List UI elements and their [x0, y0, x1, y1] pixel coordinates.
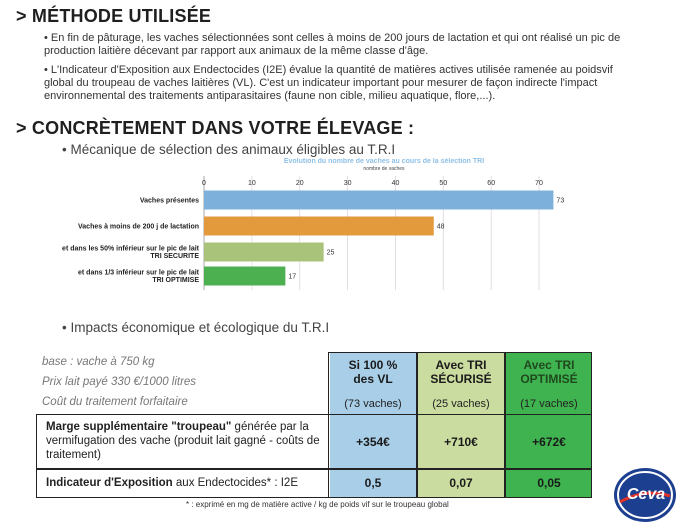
chart-title: Evolution du nombre de vaches au cours de la sélection TRI: [283, 158, 485, 165]
row-marge-label: [46, 420, 322, 462]
row-marge-value-securise: +710€: [444, 435, 478, 449]
bullet-i2e: • L'Indicateur d'Exposition aux Endectocides (I2E) évalue la quantité de matières actives utilisée ramenée au poidsvif global du troupeau de vaches laitières (VL). C'est un indicateur important pour mesurer de façon indirecte l'impact environnemental des traitements antiparasitaires (faune non cible, milieu aquatique, flore,...).: [44, 64, 613, 102]
chart-data-label: 48: [436, 223, 445, 231]
chart-bar: [204, 191, 553, 210]
chart-bar: [204, 267, 285, 286]
col-sub-optimise: (17 vaches): [520, 398, 578, 410]
row-marge-label-rest: générée par la vermifugation des vache (produit lait gagné - coûts de traitement): [46, 421, 320, 461]
subtitle-impacts: • Impacts économique et écologique du T.R.I: [62, 320, 330, 335]
chart-tick-label: 0: [202, 180, 206, 187]
section-title-methode: > MÉTHODE UTILISÉE: [16, 6, 212, 26]
row-i2e-label-bold: Indicateur d'Exposition: [46, 477, 173, 489]
row-marge-label-bold: Marge supplémentaire "troupeau": [46, 421, 232, 433]
chart-category-label: et dans les 50% inférieur sur le pic de lait: [62, 245, 199, 253]
section-title-concretement: > CONCRÈTEMENT DANS VOTRE ÉLEVAGE :: [16, 118, 415, 138]
ceva-logo: [612, 466, 678, 524]
col-sub-securise: (25 vaches): [432, 398, 490, 410]
chart-category-label: Vaches à moins de 200 j de lactation: [78, 223, 199, 231]
col-head-100-line2: des VL: [353, 372, 393, 386]
chart-bar: [204, 243, 324, 262]
row-marge-value-100: +354€: [356, 435, 390, 449]
chart-tick-label: 50: [439, 180, 448, 187]
chart-tick-label: 40: [391, 180, 400, 187]
row-i2e-label-rest: aux Endectocides* : I2E: [172, 477, 299, 489]
row-i2e-value-optimise: 0,05: [537, 476, 561, 490]
chart-tick-label: 20: [295, 180, 304, 187]
bullet-paturage: • En fin de pâturage, les vaches sélectionnées sont celles à moins de 200 jours de lactation et qui ont réalisé un pic de production laitière décevant par rapport aux animaux de la même classe d'âge.: [44, 32, 621, 57]
chart-category-label: TRI SECURITE: [150, 253, 199, 260]
col-head-optimise-line1: Avec TRI: [523, 358, 575, 372]
base-line-weight: base : vache à 750 kg: [42, 356, 155, 368]
chart-category-label: TRI OPTIMISE: [152, 277, 199, 284]
row-i2e-value-100: 0,5: [364, 476, 382, 490]
col-head-100-line1: Si 100 %: [348, 358, 398, 372]
impacts-table: [36, 352, 592, 498]
chart-data-label: 25: [326, 249, 335, 257]
row-i2e-label: [46, 476, 326, 490]
base-line-cost: Coût du traitement forfaitaire: [42, 396, 188, 408]
chart-category-label: Vaches présentes: [139, 197, 199, 205]
chart-bar: [204, 217, 434, 236]
base-line-price: Prix lait payé 330 €/1000 litres: [42, 376, 197, 388]
chart-tick-label: 10: [247, 180, 256, 187]
chart-data-label: 73: [556, 197, 565, 205]
chart-tick-label: 30: [343, 180, 352, 187]
chart-category-label: et dans 1/3 inférieur sur le pic de lait: [78, 269, 199, 277]
subtitle-mecanique: • Mécanique de sélection des animaux éligibles au T.R.I: [62, 142, 396, 157]
ceva-logo-text: Ceva: [626, 486, 666, 503]
col-sub-100: (73 vaches): [344, 398, 402, 410]
col-head-securise-line2: SÉCURISÉ: [430, 372, 492, 386]
row-marge-value-optimise: +672€: [532, 435, 566, 449]
chart-tick-label: 60: [487, 180, 496, 187]
col-head-securise-line1: Avec TRI: [435, 358, 487, 372]
col-head-optimise-line2: OPTIMISÉ: [520, 372, 578, 386]
chart-axis-label: nombre de vaches: [363, 166, 405, 172]
chart-tick-label: 70: [535, 180, 543, 187]
chart-data-label: 17: [288, 273, 297, 281]
footnote: * : exprimé en mg de matière active / kg de poids vif sur le troupeau global: [186, 500, 449, 509]
selection-bar-chart: [0, 158, 690, 298]
row-i2e-value-securise: 0,07: [449, 476, 473, 490]
